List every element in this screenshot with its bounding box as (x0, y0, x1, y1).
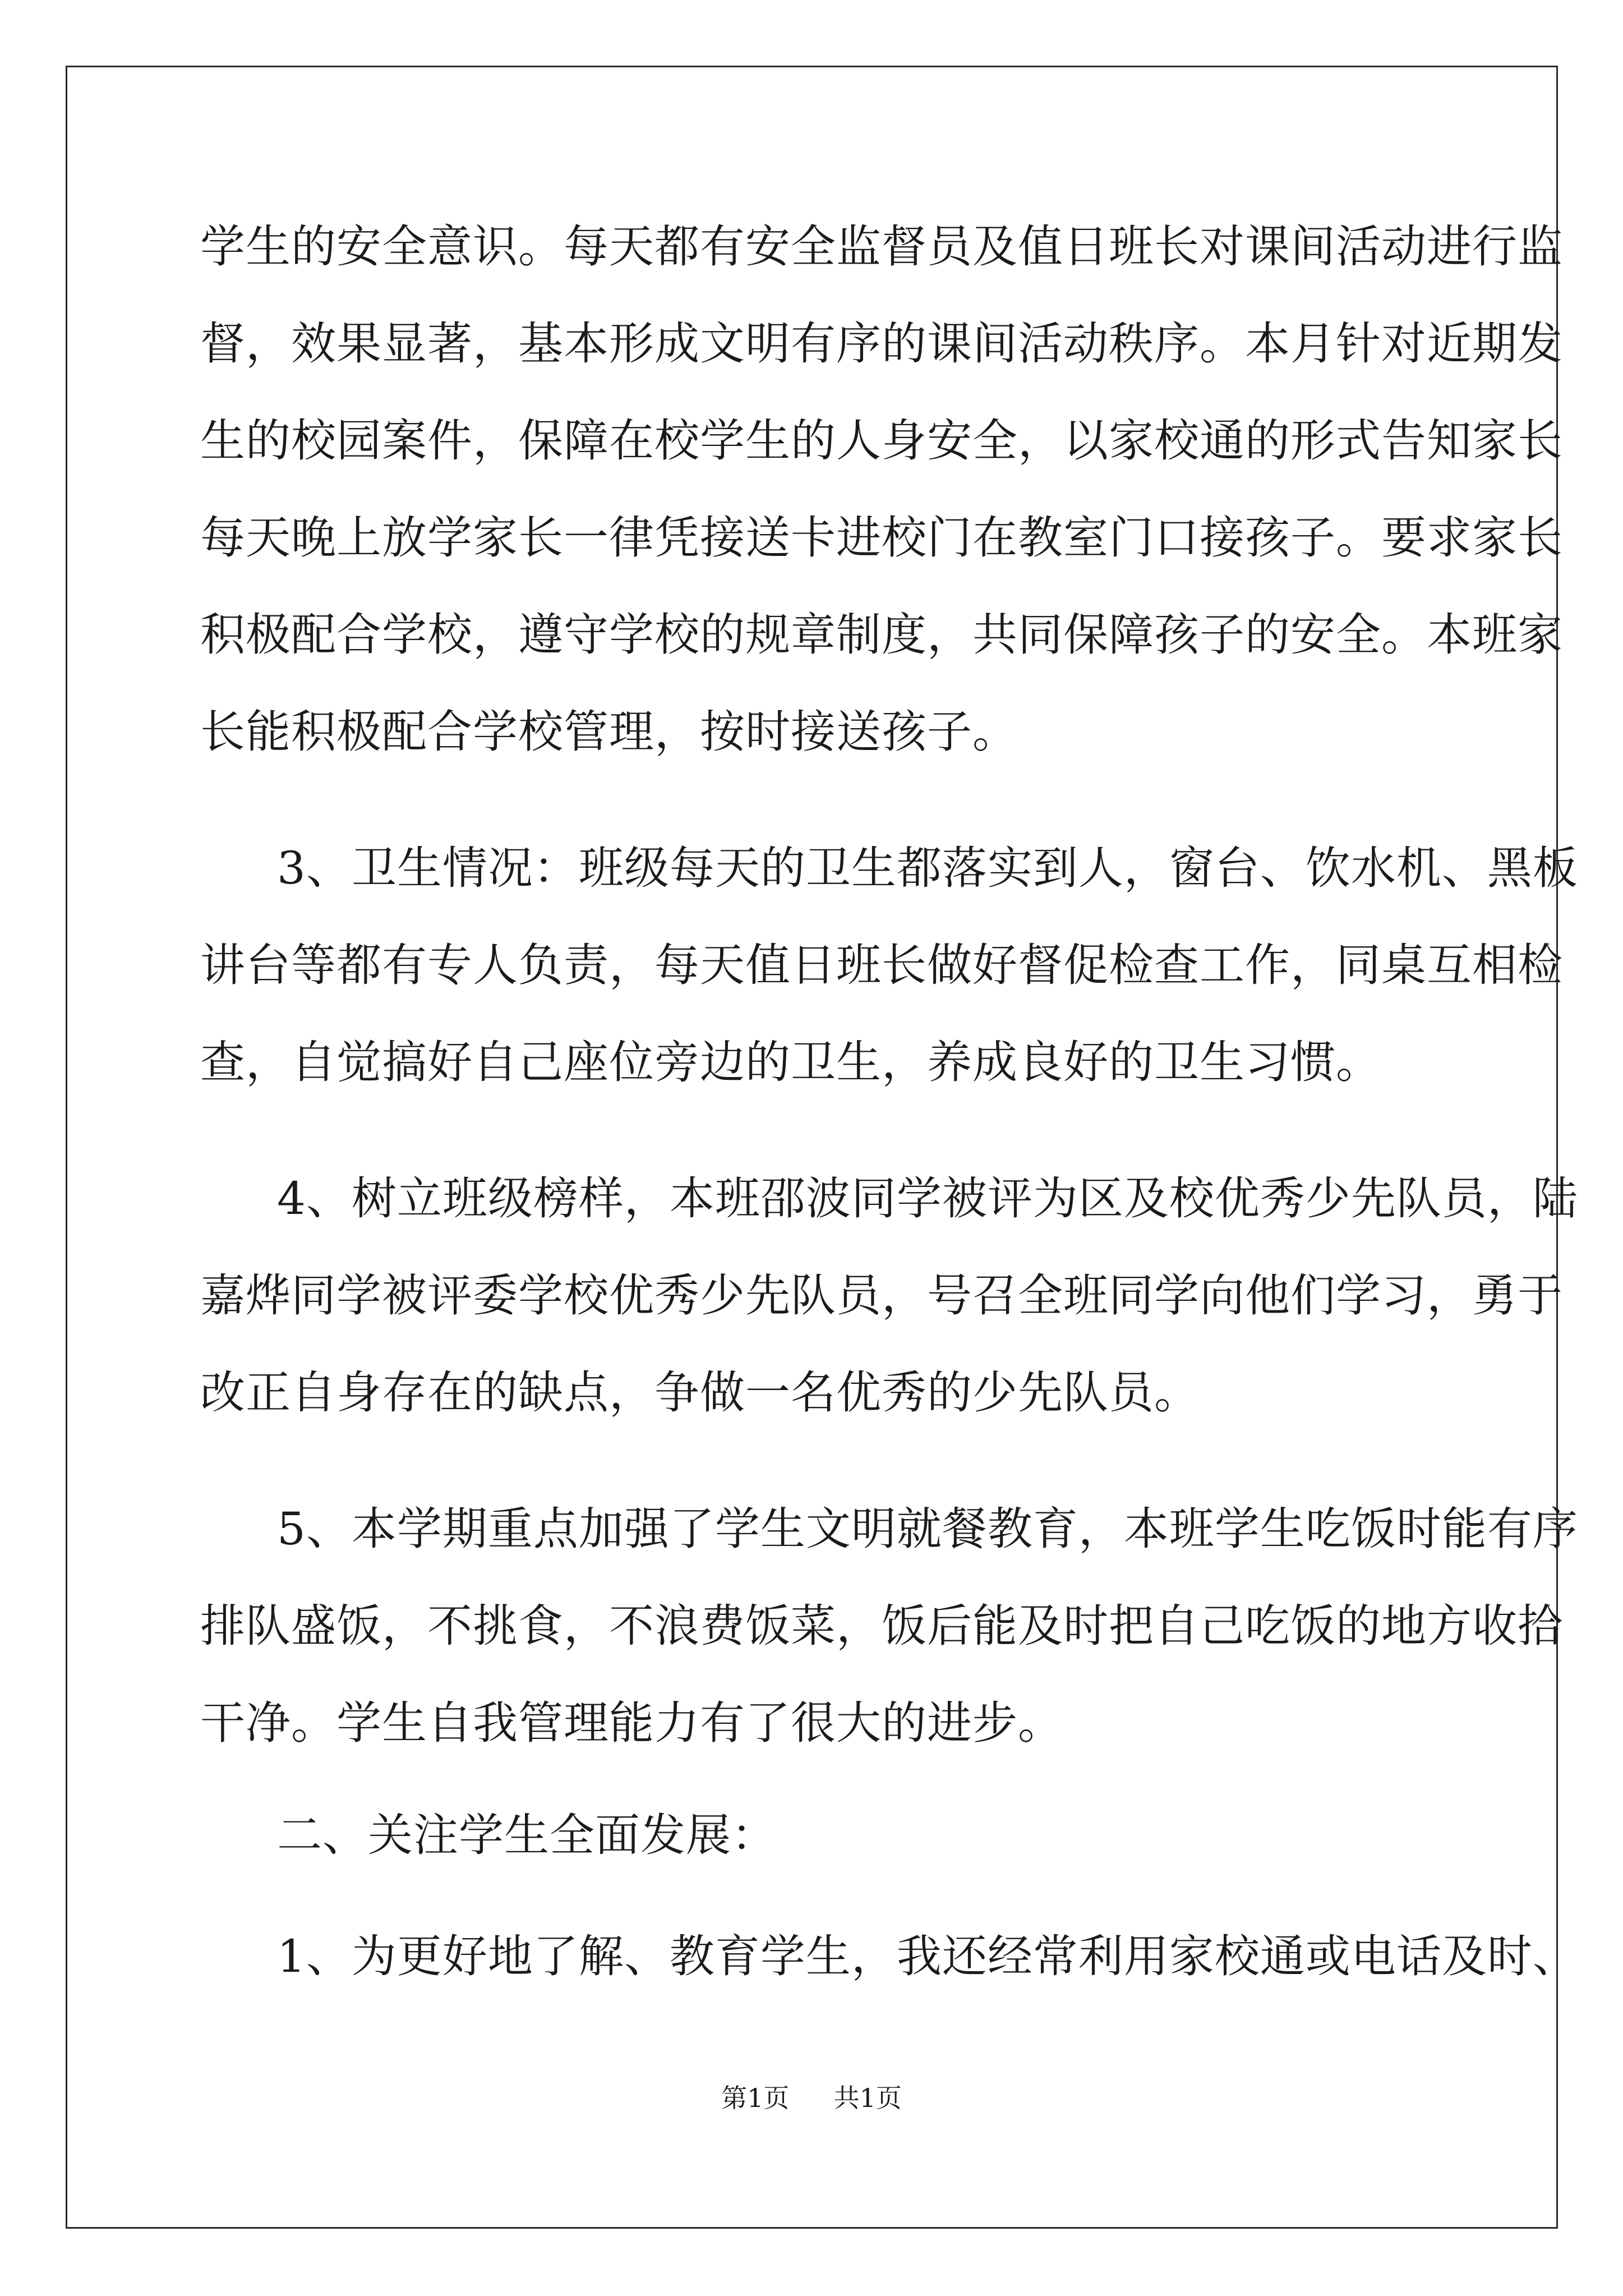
section-heading: 二、关注学生全面发展： (277, 1809, 777, 1861)
paragraph-start-line: 4、树立班级榜样，本班邵波同学被评为区及校优秀少先队员，陆 (277, 1172, 1578, 1225)
paragraph-start-line: 1、为更好地了解、教育学生，我还经常利用家校通或电话及时、 (277, 1930, 1578, 1982)
text-line: 生的校园案件，保障在校学生的人身安全，以家校通的形式告知家长 (200, 415, 1563, 467)
text-line: 嘉烨同学被评委学校优秀少先队员，号召全班同学向他们学习，勇于 (200, 1269, 1563, 1322)
page-footer (0, 2081, 1623, 2115)
page-border (66, 66, 1558, 2229)
text-line: 学生的安全意识。每天都有安全监督员及值日班长对课间活动进行监 (200, 220, 1563, 273)
page-number: 第1页 (721, 2083, 790, 2113)
text-line: 长能积极配合学校管理，按时接送孩子。 (200, 706, 1018, 758)
text-line: 每天晚上放学家长一律凭接送卡进校门在教室门口接孩子。要求家长 (200, 512, 1563, 564)
paragraph-start-line: 5、本学期重点加强了学生文明就餐教育，本班学生吃饭时能有序 (277, 1503, 1578, 1555)
text-line: 查，自觉搞好自己座位旁边的卫生，养成良好的卫生习惯。 (200, 1036, 1381, 1088)
paragraph-start-line: 3、卫生情况：班级每天的卫生都落实到人，窗台、饮水机、黑板 (277, 842, 1578, 894)
text-line: 督，效果显著，基本形成文明有序的课间活动秩序。本月针对近期发 (200, 318, 1563, 370)
text-line: 排队盛饭，不挑食，不浪费饭菜，饭后能及时把自己吃饭的地方收拾 (200, 1600, 1563, 1652)
text-line: 改正自身存在的缺点，争做一名优秀的少先队员。 (200, 1366, 1200, 1419)
text-line: 讲台等都有专人负责，每天值日班长做好督促检查工作，同桌互相检 (200, 939, 1563, 991)
text-line: 干净。学生自我管理能力有了很大的进步。 (200, 1697, 1063, 1749)
text-line: 积极配合学校，遵守学校的规章制度，共同保障孩子的安全。本班家 (200, 609, 1563, 661)
page-total: 共1页 (833, 2083, 902, 2113)
